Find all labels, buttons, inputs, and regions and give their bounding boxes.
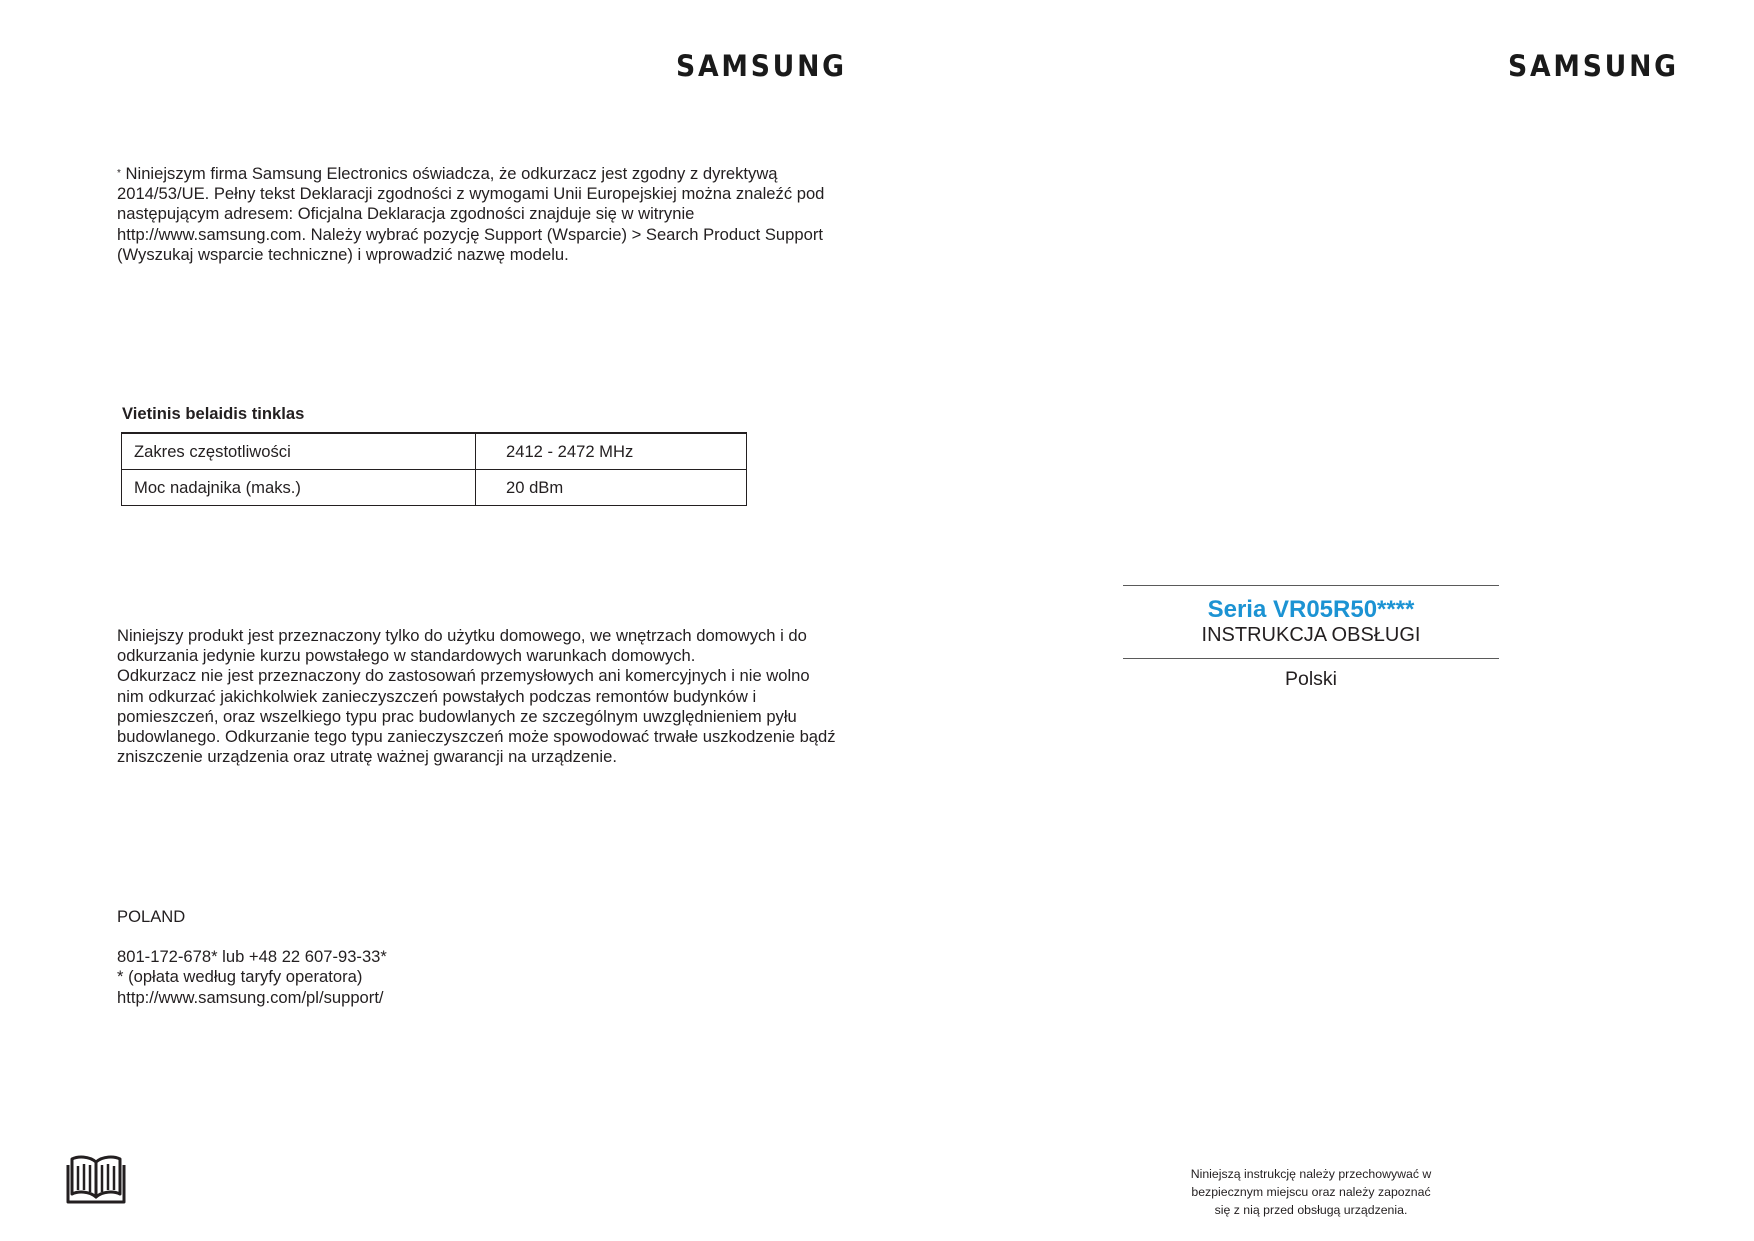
wifi-table-title: Vietinis belaidis tinklas	[122, 404, 305, 423]
divider	[1123, 585, 1499, 586]
samsung-logo: SAMSUNG	[1508, 49, 1679, 83]
contact-info	[117, 907, 387, 1008]
table-row	[122, 433, 747, 470]
frequency-label: Zakres częstotliwości	[122, 433, 476, 470]
contact-phone: 801-172-678* lub +48 22 607-93-33*	[117, 947, 387, 967]
divider	[1123, 658, 1499, 659]
usage-notice: Niniejszy produkt jest przeznaczony tylko do użytku domowego, we wnętrzach domowych i do odkurzania jedynie kurzu powstałego w standardowych warunkach domowych. Odkurzacz nie jest przeznaczony do zastosowań przemysłowych ani komercyjnych i nie wolno nim odkurzać jakichkolwiek zanieczyszczeń powstałych podczas remontów budynków i pomieszczeń, oraz wszelkiego typu prac budowlanych ze szczególnym uwzględnieniem pyłu budowlanego. Odkurzanie tego typu zanieczyszczeń może spowodować trwałe uszkodzenie bądź zniszczenie urządzenia oraz utratę ważnej gwarancji na urządzenie.	[117, 626, 836, 767]
storage-note	[1123, 1165, 1499, 1219]
contact-fee-note: * (opłata według taryfy operatora)	[117, 967, 363, 987]
frequency-value: 2412 - 2472 MHz	[476, 433, 747, 470]
contact-country: POLAND	[117, 907, 186, 926]
power-label: Moc nadajnika (maks.)	[122, 470, 476, 506]
declaration-text: Niniejszym firma Samsung Electronics oświadcza, że odkurzacz jest zgodny z dyrektywą 2014/53/UE. Pełny tekst Deklaracji zgodności z wymogami Unii Europejskiej można znaleźć pod następującym adresem: Oficjalna Deklaracja zgodności znajduje się w witrynie http://www.samsung.com. Należy wybrać pozycję Support (Wsparcie) > Search Product Support (Wyszukaj wsparcie techniczne) i wprowadzić nazwę modelu.	[117, 164, 825, 264]
table-row	[122, 470, 747, 506]
power-value: 20 dBm	[476, 470, 747, 506]
manual-title: INSTRUKCJA OBSŁUGI	[1201, 624, 1421, 646]
language-label: Polski	[1284, 668, 1338, 690]
series-title: Seria VR05R50****	[1207, 596, 1415, 623]
storage-note-line: Niniejszą instrukcję należy przechowywać w	[1190, 1167, 1432, 1181]
storage-note-line: się z nią przed obsługą urządzenia.	[1214, 1203, 1408, 1217]
book-icon	[66, 1153, 126, 1205]
wifi-spec-table	[121, 432, 747, 506]
storage-note-line: bezpiecznym miejscu oraz należy zapoznać	[1191, 1185, 1431, 1199]
samsung-logo: SAMSUNG	[676, 49, 847, 83]
footnote-marker: *	[117, 168, 121, 179]
support-url: http://www.samsung.com/pl/support/	[117, 987, 384, 1007]
conformity-declaration	[117, 164, 837, 265]
